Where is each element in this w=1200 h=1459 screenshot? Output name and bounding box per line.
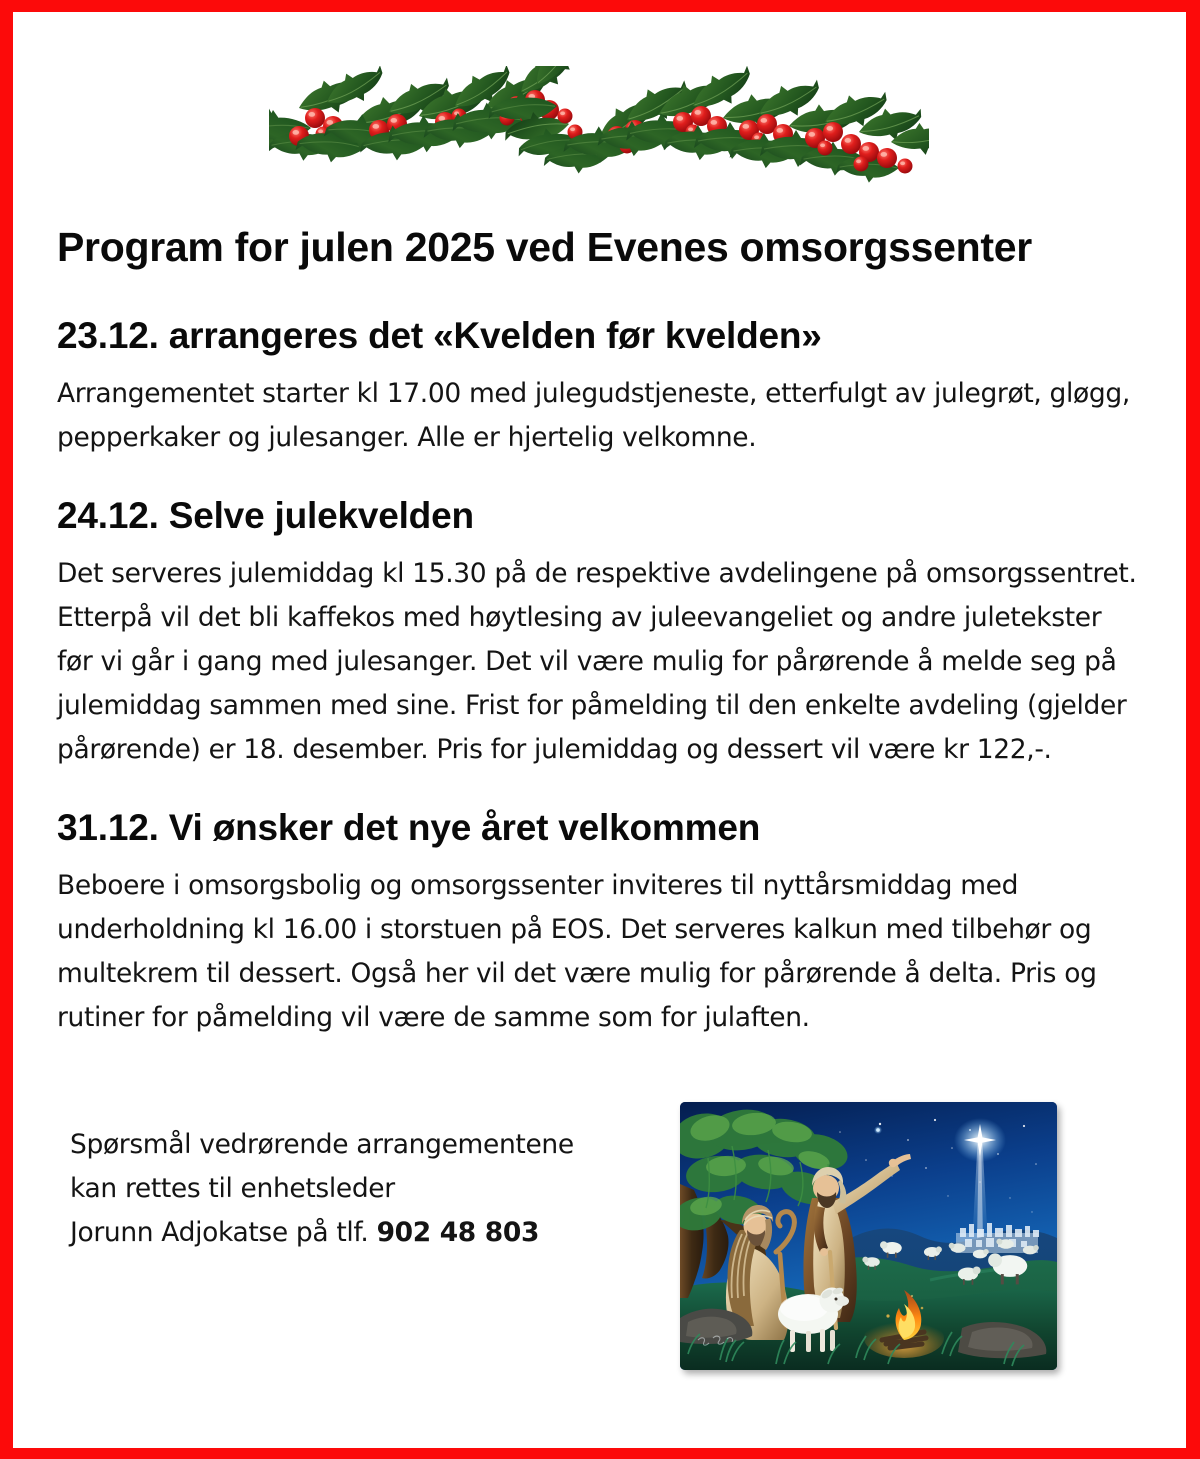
section-body-24-12: Det serveres julemiddag kl 15.30 på de respektive avdelingene på omsorgssentret. Etterpå vil det bli kaffekos med høytlesing av juleevangeliet og andre juletekster før vi går i gang med julesanger. Det vil være mulig for pårørende å melde seg på julemiddag sammen med sine. Frist for påmelding til den enkelte avdeling (gjelder pårørende) er 18. desember. Pris for julemiddag og dessert vil være kr 122,-.	[57, 558, 1137, 765]
footer-area	[57, 1107, 1149, 1407]
section-heading-31-12: 31.12. Vi ønsker det nye året velkommen	[57, 807, 761, 848]
page-inner	[13, 12, 1186, 1448]
section-heading-23-12: 23.12. arrangeres det «Kvelden før kvelden»	[57, 315, 822, 356]
spacer	[57, 772, 1147, 805]
nativity-shepherds-image	[680, 1102, 1057, 1370]
contact-block	[70, 1123, 670, 1255]
contact-line-1: Spørsmål vedrørende arrangementene	[70, 1129, 574, 1160]
page-title: Program for julen 2025 ved Evenes omsorgssenter	[57, 224, 1032, 270]
contact-name-prefix: Jorunn Adjokatse på tlf.	[70, 1217, 377, 1248]
section-body-23-12: Arrangementet starter kl 17.00 med julegudstjeneste, etterfulgt av julegrøt, gløgg, pepperkaker og julesanger. Alle er hjertelig velkomne.	[57, 378, 1130, 453]
holly-garland-decoration	[269, 66, 929, 188]
section-body-31-12: Beboere i omsorgsbolig og omsorgssenter inviteres til nyttårsmiddag med underholdning kl 16.00 i storstuen på EOS. Det serveres kalkun med tilbehør og multekrem til dessert. Også her vil det være mulig for pårørende å delta. Pris og rutiner for påmelding vil være de samme som for julaften.	[57, 870, 1097, 1033]
spacer	[57, 359, 1147, 372]
spacer	[57, 851, 1147, 864]
contact-phone-number: 902 48 803	[376, 1217, 540, 1248]
spacer	[57, 539, 1147, 552]
spacer	[57, 460, 1147, 493]
section-heading-24-12: 24.12. Selve julekvelden	[57, 495, 474, 536]
spacer	[57, 272, 1147, 313]
contact-line-3	[70, 1211, 670, 1255]
poster-content	[57, 222, 1147, 1040]
contact-line-2: kan rettes til enhetsleder	[70, 1173, 395, 1204]
